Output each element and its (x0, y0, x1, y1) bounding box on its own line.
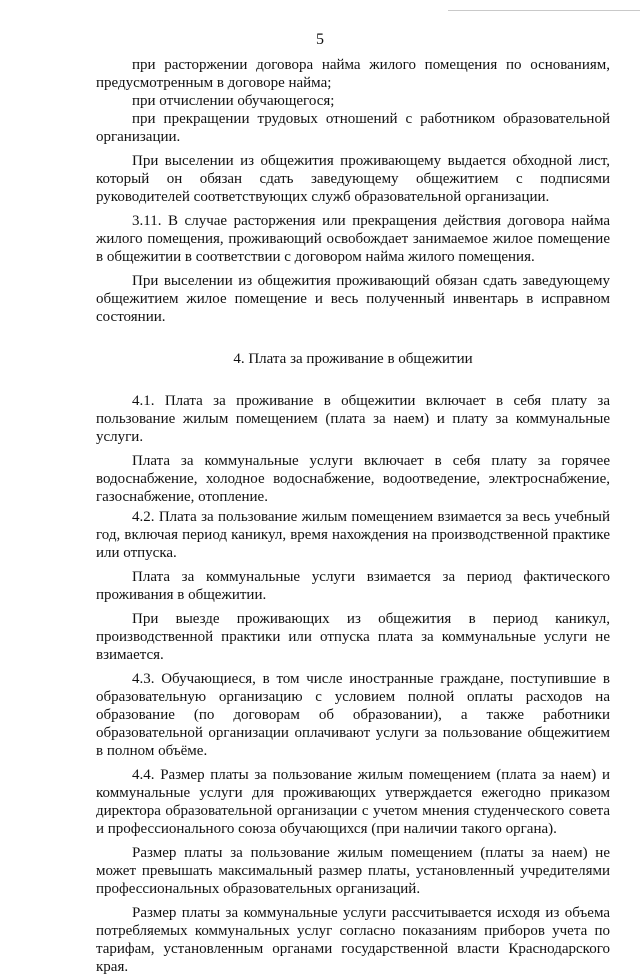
page-number: 5 (316, 31, 324, 48)
paragraph-employment-end: при прекращении трудовых отношений с работником образовательной организации. (96, 111, 610, 145)
paragraph-4-2: 4.2. Плата за пользование жилым помещением взимается за весь учебный год, включая период каникул, время нахождения на производственной практике или отпуска. (96, 509, 610, 561)
paragraph-actual-residence: Плата за коммунальные услуги взимается за период фактического проживания в общежитии. (96, 569, 610, 603)
section-heading: 4. Плата за проживание в общежитии (233, 351, 473, 367)
top-rule (448, 10, 640, 11)
paragraph-4-4: 4.4. Размер платы за пользование жилым помещением (плата за наем) и коммунальные услуги для проживающих утверждается ежегодно приказом директора образовательной организации с учетом мнения студенческого совета и профессионального союза обучающихся (при наличии такого органа). (96, 767, 610, 837)
paragraph-bypass-sheet: При выселении из общежития проживающему выдается обходной лист, который он обязан сдать заведующему общежитием с подписями руководителей соответствующих служб образовательной организации. (96, 153, 610, 205)
paragraph-rent-limit: Размер платы за пользование жилым помещением (платы за наем) не может превышать максимальный размер платы, установленный учредителями профессиональных образовательных организаций. (96, 845, 610, 897)
paragraph-expulsion: при отчислении обучающегося; (132, 93, 335, 109)
paragraph-utility-calculation: Размер платы за коммунальные услуги рассчитывается исходя из объема потребляемых коммунальных услуг согласно показаниям приборов учета по тарифам, установленным органами государственной власти Краснодарского края. (96, 905, 610, 975)
paragraph-vacation-exemption: При выезде проживающих из общежития в период каникул, производственной практики или отпуска плата за коммунальные услуги не взимается. (96, 611, 610, 663)
paragraph-4-3: 4.3. Обучающиеся, в том числе иностранные граждане, поступившие в образовательную организацию с условием полной оплаты расходов на образование (по договорам об образовании), а также работники образовательной организации оплачивают услуги за пользование общежитием в полном объёме. (96, 671, 610, 759)
paragraph-return-property: При выселении из общежития проживающий обязан сдать заведующему общежитием жилое помещение и весь полученный инвентарь в исправном состоянии. (96, 273, 610, 325)
paragraph-utilities: Плата за коммунальные услуги включает в себя плату за горячее водоснабжение, холодное водоснабжение, водоотведение, электроснабжение, газоснабжение, отопление. (96, 453, 610, 505)
document-body (96, 56, 610, 976)
paragraph-4-1: 4.1. Плата за проживание в общежитии включает в себя плату за пользование жилым помещением (плата за наем) и плату за коммунальные услуги. (96, 393, 610, 445)
paragraph-termination-contract: при расторжении договора найма жилого помещения по основаниям, предусмотренным в договоре найма; (96, 57, 610, 91)
paragraph-3-11: 3.11. В случае расторжения или прекращения действия договора найма жилого помещения, проживающий освобождает занимаемое жилое помещение в общежитии в соответствии с договором найма жилого помещения. (96, 213, 610, 265)
